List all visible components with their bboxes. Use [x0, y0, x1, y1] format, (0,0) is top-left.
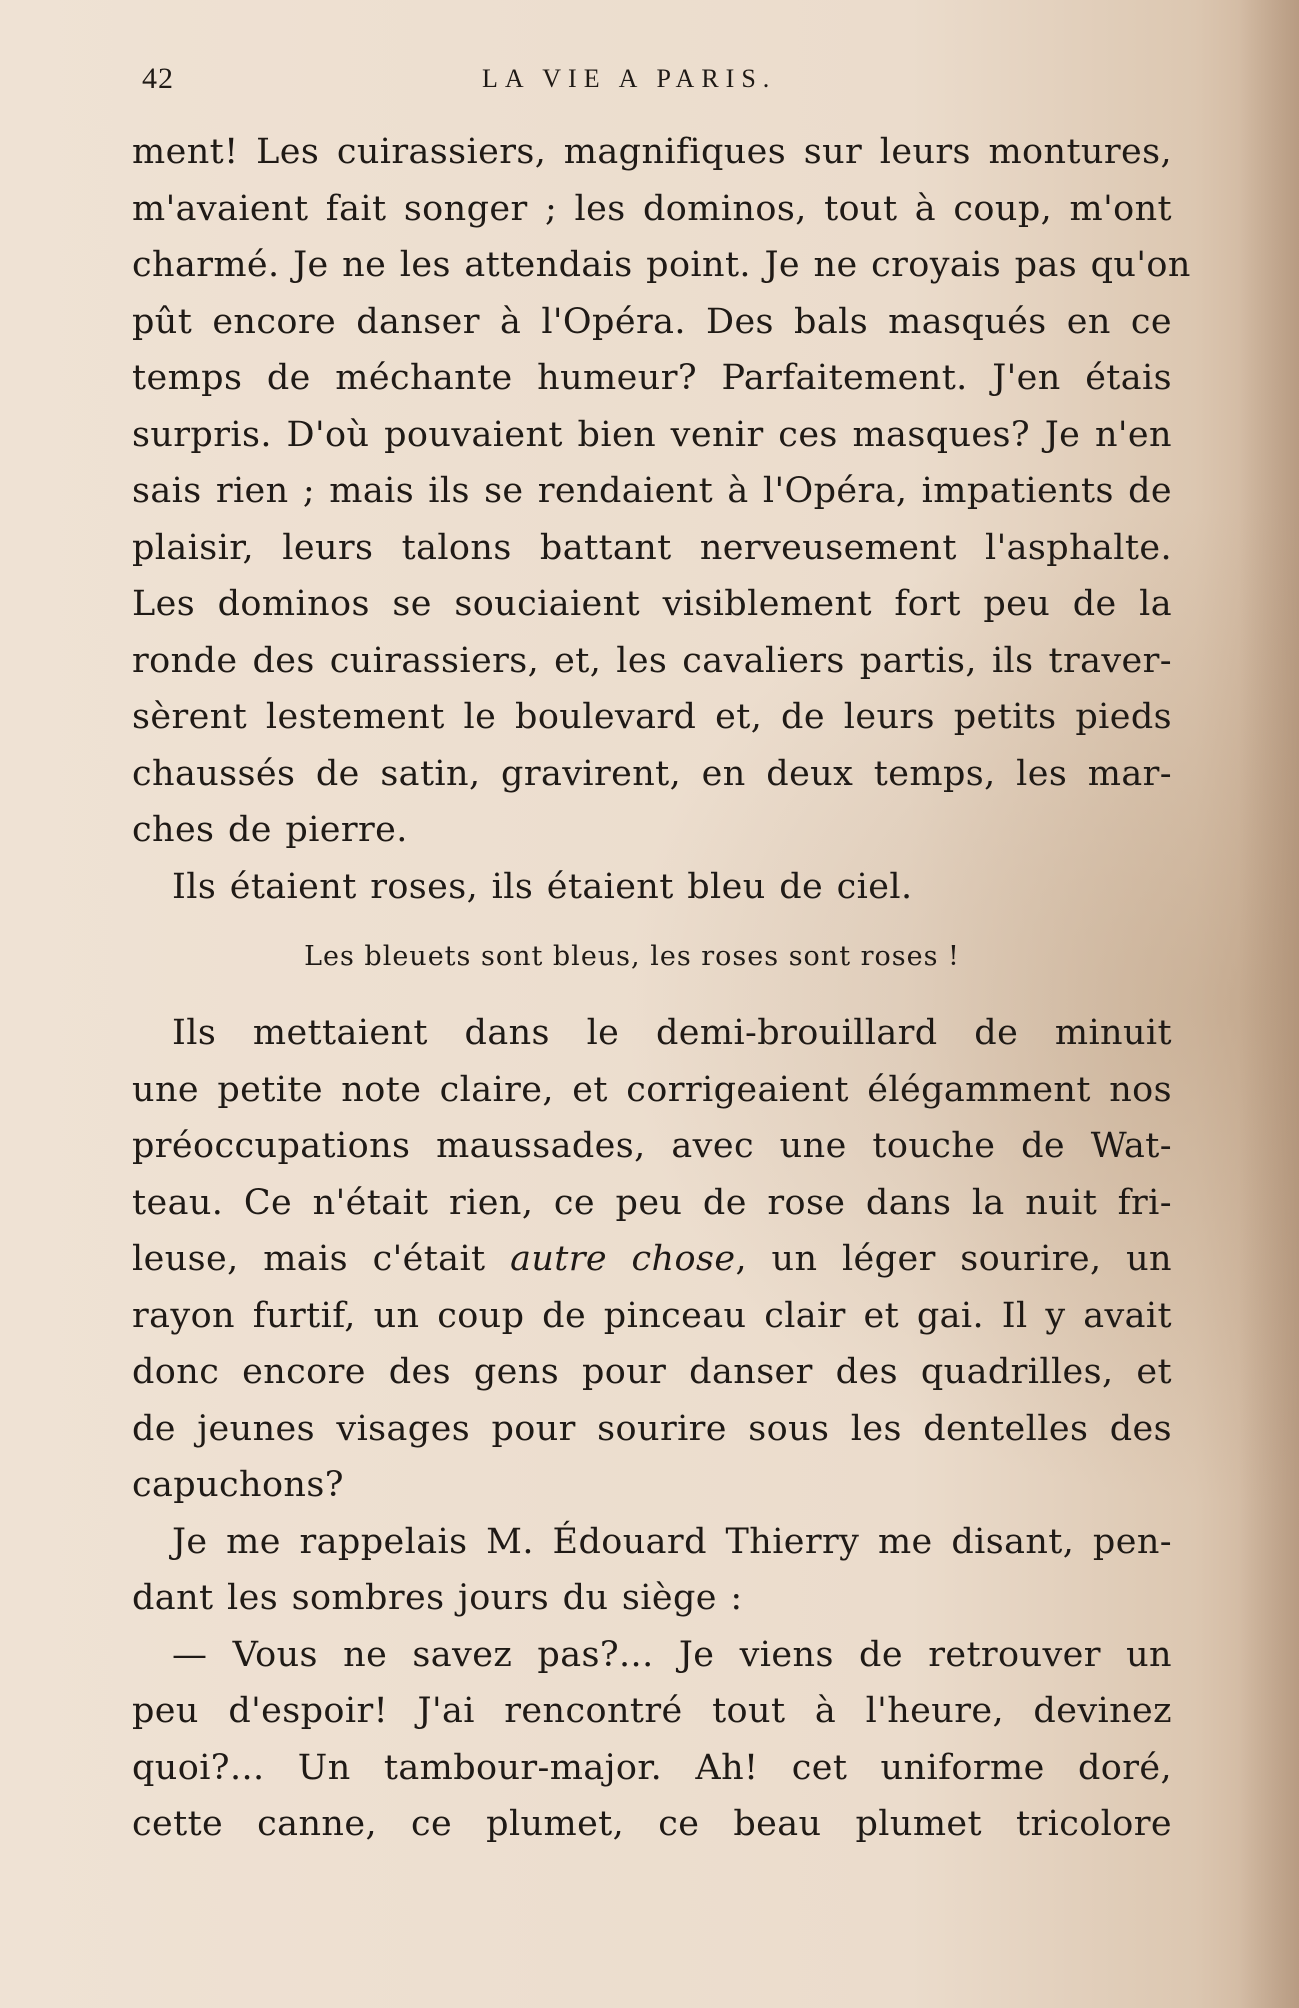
text-line	[132, 1231, 1172, 1288]
verse-quote: Les bleuets sont bleus, les roses sont roses !	[304, 941, 960, 972]
paragraph	[132, 124, 1191, 859]
text-line: Les dominos se souciaient visiblement fort peu de la	[132, 584, 1172, 624]
text-line: ment! Les cuirassiers, magnifiques sur leurs montures,	[132, 132, 1172, 172]
text-line: donc encore des gens pour danser des quadrilles, et	[132, 1352, 1172, 1392]
text-line: préoccupations maussades, avec une touche de Wat-	[132, 1126, 1172, 1166]
text-line: dant les sombres jours du siège :	[132, 1578, 743, 1618]
text-line: teau. Ce n'était rien, ce peu de rose dans la nuit fri-	[132, 1182, 1172, 1223]
text-line: capuchons?	[132, 1465, 344, 1505]
text-line: de jeunes visages pour sourire sous les dentelles des	[132, 1408, 1172, 1449]
body-text	[132, 124, 1191, 1853]
text-line: chaussés de satin, gravirent, en deux temps, les mar-	[132, 753, 1172, 794]
emphasis-text: autre chose	[510, 1239, 736, 1279]
text-line: surpris. D'où pouvaient bien venir ces masques? Je n'en	[132, 414, 1172, 455]
text-line: ches de pierre.	[132, 810, 408, 850]
text-line: sèrent lestement le boulevard et, de leurs petits pieds	[132, 697, 1172, 737]
page-edge-shading	[1239, 0, 1299, 2008]
text-line: cette canne, ce plumet, ce beau plumet tricolore	[132, 1804, 1172, 1844]
text-line: m'avaient fait songer ; les dominos, tout à coup, m'ont	[132, 188, 1172, 229]
text-line: Ils mettaient dans le demi-brouillard de minuit	[172, 1013, 1172, 1053]
text-line: peu d'espoir! J'ai rencontré tout à l'heure, devinez	[132, 1691, 1172, 1731]
paragraph	[132, 859, 1172, 916]
text-line: ronde des cuirassiers, et, les cavaliers partis, ils traver-	[132, 640, 1172, 681]
text-line: sais rien ; mais ils se rendaient à l'Opéra, impatients de	[132, 471, 1172, 511]
paragraph	[132, 1514, 1172, 1627]
text-line: Je me rappelais M. Édouard Thierry me disant, pen-	[172, 1521, 1172, 1562]
text-line: temps de méchante humeur? Parfaitement. J'en étais	[132, 358, 1172, 398]
text-line: rayon furtif, un coup de pinceau clair et gai. Il y avait	[132, 1295, 1172, 1336]
page-header	[142, 62, 1172, 102]
text-line: — Vous ne savez pas?... Je viens de retrouver un	[172, 1634, 1172, 1675]
text-line: plaisir, leurs talons battant nerveusement l'asphalte.	[132, 527, 1172, 568]
text-line: Ils étaient roses, ils étaient bleu de ciel.	[172, 866, 913, 907]
text-line: quoi?... Un tambour-major. Ah! cet uniforme doré,	[132, 1747, 1172, 1788]
text-line: charmé. Je ne les attendais point. Je ne croyais pas qu'on	[132, 245, 1191, 285]
text-segment: leuse, mais c'était	[132, 1239, 511, 1279]
text-line: une petite note claire, et corrigeaient élégamment nos	[132, 1069, 1172, 1110]
paragraph	[132, 1627, 1172, 1853]
paragraph	[132, 1005, 1172, 1514]
running-head: LA VIE A PARIS.	[482, 64, 777, 93]
text-line: pût encore danser à l'Opéra. Des bals masqués en ce	[132, 301, 1172, 342]
text-segment: , un léger sourire, un	[735, 1239, 1172, 1279]
page-number: 42	[142, 62, 174, 95]
